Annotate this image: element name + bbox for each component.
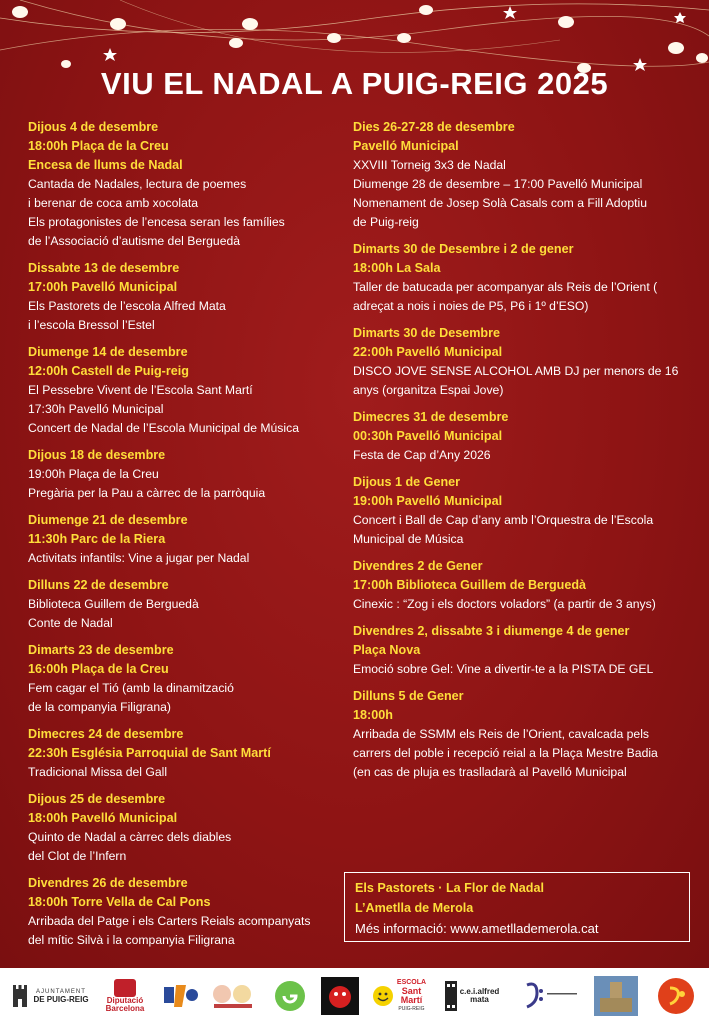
event-description: del mític Silvà i la companyia Filigrana <box>28 933 235 947</box>
event-description: anys (organitza Espai Jove) <box>353 383 504 397</box>
event-heading: 18:00h Torre Vella de Cal Pons <box>28 895 211 909</box>
info-box-place: L’Ametlla de Merola <box>355 901 474 915</box>
event-heading: Dimarts 23 de desembre <box>28 643 174 657</box>
event-heading: Dimarts 30 de Desembre <box>353 326 500 340</box>
event-heading: Dijous 18 de desembre <box>28 448 166 462</box>
event-block <box>28 343 328 438</box>
event-description: Pregària per la Pau a càrrec de la parròquia <box>28 486 266 500</box>
event-description: 17:30h Pavelló Municipal <box>28 402 164 416</box>
events-column-left <box>28 118 328 958</box>
event-description: Els Pastorets de l’escola Alfred Mata <box>28 299 226 313</box>
event-heading: 17:00h Pavelló Municipal <box>28 280 178 294</box>
event-description: Concert i Ball de Cap d’any amb l’Orquestra de l’Escola <box>353 513 654 527</box>
event-block <box>28 725 328 782</box>
event-description: i l’escola Bressol l’Estel <box>28 318 155 332</box>
event-heading: Dimecres 31 de desembre <box>353 410 509 424</box>
sponsor-logo-3 <box>158 976 202 1016</box>
info-box <box>344 872 690 942</box>
event-description: adreçat a nois i noies de P5, P6 i 1º d’ESO) <box>353 299 589 313</box>
event-block <box>353 473 698 549</box>
event-description: Concert de Nadal de l’Escola Municipal de Música <box>28 421 299 435</box>
event-heading: Pavelló Municipal <box>353 139 459 153</box>
event-heading: 11:30h Parc de la Riera <box>28 532 166 546</box>
sponsor-logo-6 <box>320 976 360 1016</box>
event-block <box>28 259 328 335</box>
event-heading: Diumenge 21 de desembre <box>28 513 188 527</box>
event-heading: 18:00h La Sala <box>353 261 441 275</box>
event-heading: Dilluns 22 de desembre <box>28 578 169 592</box>
film-strip-icon <box>445 981 457 1011</box>
event-block <box>353 408 698 465</box>
event-heading: 17:00h Biblioteca Guillem de Berguedà <box>353 578 587 592</box>
ceip-alfred-mata-logo: c.e.i.alfred mata <box>438 976 506 1016</box>
event-heading: 22:00h Pavelló Municipal <box>353 345 503 359</box>
event-description: de l’Associació d’autisme del Berguedà <box>28 234 241 248</box>
event-heading: Dimecres 24 de desembre <box>28 727 184 741</box>
escola-musica-logo <box>518 976 584 1016</box>
event-heading: Dijous 25 de desembre <box>28 792 166 806</box>
event-heading: Plaça Nova <box>353 643 421 657</box>
event-block <box>28 446 328 503</box>
event-description: Fem cagar el Tió (amb la dinamització <box>28 681 234 695</box>
diputacio-logo: Diputació Barcelona <box>100 976 150 1016</box>
sponsor-logo-4 <box>206 976 260 1016</box>
event-description: Quinto de Nadal a càrrec dels diables <box>28 830 232 844</box>
event-description: El Pessebre Vivent de l’Escola Sant Martí <box>28 383 253 397</box>
event-description: Festa de Cap d’Any 2026 <box>353 448 491 462</box>
event-block <box>28 118 328 251</box>
events-column-right <box>353 118 698 790</box>
event-block <box>353 557 698 614</box>
event-description: Arribada del Patge i els Carters Reials acompanyats <box>28 914 311 928</box>
event-description: Municipal de Música <box>353 532 464 546</box>
event-block <box>353 118 698 232</box>
event-description: DISCO JOVE SENSE ALCOHOL AMB DJ per menors de 16 <box>353 364 679 378</box>
event-description: Tradicional Missa del Gall <box>28 765 168 779</box>
event-block <box>353 622 698 679</box>
event-description: Taller de batucada per acompanyar als Reis de l’Orient ( <box>353 280 658 294</box>
smiley-icon <box>372 985 394 1007</box>
event-heading: Divendres 2 de Gener <box>353 559 483 573</box>
event-heading: 00:30h Pavelló Municipal <box>353 429 503 443</box>
event-block <box>28 641 328 717</box>
event-description: Conte de Nadal <box>28 616 113 630</box>
event-description: (en cas de pluja es traslladarà al Pavelló Municipal <box>353 765 627 779</box>
event-heading: Dilluns 5 de Gener <box>353 689 464 703</box>
event-description: de Puig-reig <box>353 215 419 229</box>
event-description: Cantada de Nadales, lectura de poemes <box>28 177 247 191</box>
event-heading: Divendres 2, dissabte 3 i diumenge 4 de gener <box>353 624 630 638</box>
event-heading: 22:30h Església Parroquial de Sant Martí <box>28 746 271 760</box>
sponsor-logo-church <box>592 976 640 1016</box>
event-heading: Divendres 26 de desembre <box>28 876 188 890</box>
castle-icon <box>11 983 29 1009</box>
event-description: Nomenament de Josep Solà Casals com a Fill Adoptiu <box>353 196 648 210</box>
event-description: Activitats infantils: Vine a jugar per Nadal <box>28 551 250 565</box>
event-heading: 18:00h Plaça de la Creu <box>28 139 169 153</box>
event-heading: Dissabte 13 de desembre <box>28 261 180 275</box>
event-heading: Diumenge 14 de desembre <box>28 345 188 359</box>
poster-title: VIU EL NADAL A PUIG-REIG 2025 <box>100 66 609 101</box>
event-heading: 18:00h Pavelló Municipal <box>28 811 178 825</box>
event-description: carrers del poble i recepció reial a la Plaça Mestre Badia <box>353 746 658 760</box>
event-description: del Clot de l’Infern <box>28 849 127 863</box>
event-heading: Dimarts 30 de Desembre i 2 de gener <box>353 242 574 256</box>
diputacio-emblem-icon <box>114 979 136 997</box>
sponsor-logo-last <box>652 976 700 1016</box>
event-description: Emoció sobre Gel: Vine a divertir-te a la PISTA DE GEL <box>353 662 654 676</box>
event-description: i berenar de coca amb xocolata <box>28 196 199 210</box>
event-heading: Dies 26-27-28 de desembre <box>353 120 515 134</box>
info-box-title: Els Pastorets · La Flor de Nadal <box>355 881 544 895</box>
event-heading: Dijous 4 de desembre <box>28 120 159 134</box>
event-heading: Dijous 1 de Gener <box>353 475 461 489</box>
event-heading: Encesa de llums de Nadal <box>28 158 183 172</box>
event-description: XXVIII Torneig 3x3 de Nadal <box>353 158 506 172</box>
ajuntament-logo: AJUNTAMENT DE PUIG-REIG <box>8 976 92 1016</box>
sponsor-logo-5 <box>270 976 310 1016</box>
event-block <box>353 324 698 400</box>
event-heading: 18:00h <box>353 708 393 722</box>
info-box-link[interactable]: Més informació: www.ametllademerola.cat <box>355 921 599 936</box>
event-description: 19:00h Plaça de la Creu <box>28 467 159 481</box>
event-description: Els protagonistes de l’encesa seran les famílies <box>28 215 285 229</box>
event-description: Arribada de SSMM els Reis de l’Orient, cavalcada pels <box>353 727 650 741</box>
event-heading: 16:00h Plaça de la Creu <box>28 662 169 676</box>
event-description: Biblioteca Guillem de Berguedà <box>28 597 199 611</box>
sponsor-logos-bar <box>0 968 709 1024</box>
event-block <box>353 687 698 782</box>
event-description: Diumenge 28 de desembre – 17:00 Pavelló Municipal <box>353 177 643 191</box>
event-block <box>28 790 328 866</box>
event-block <box>28 576 328 633</box>
event-description: de la companyia Filigrana) <box>28 700 171 714</box>
event-block <box>28 874 328 950</box>
event-description: Cinexic : “Zog i els doctors voladors” (a partir de 3 anys) <box>353 597 656 611</box>
event-block <box>353 240 698 316</box>
event-heading: 12:00h Castell de Puig-reig <box>28 364 189 378</box>
event-heading: 19:00h Pavelló Municipal <box>353 494 503 508</box>
event-block <box>28 511 328 568</box>
escola-sant-marti-logo: ESCOLA Sant Martí PUIG-REIG <box>368 976 430 1016</box>
